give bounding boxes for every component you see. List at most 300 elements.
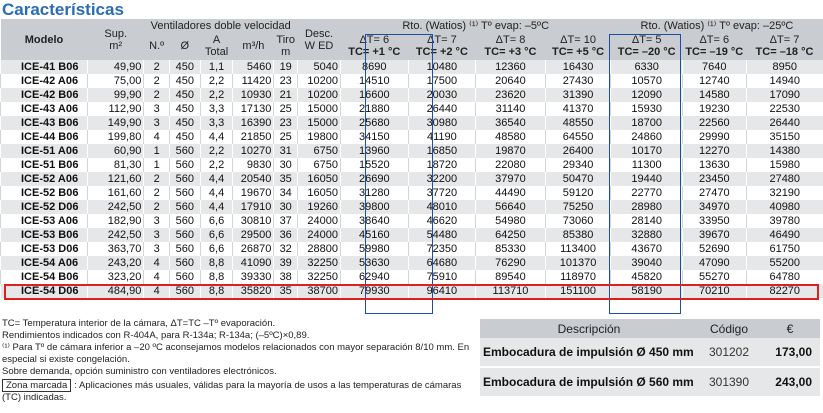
table-row <box>1 186 823 200</box>
model-cell: ICE-43 B06 <box>1 116 88 130</box>
table-cell: 12270 <box>683 144 746 158</box>
note-4: Sobre demanda, opción suministro con ventiladores electrónicos. <box>2 366 277 377</box>
header-col-5: ΔT= 6 TC= –19 °C <box>683 32 746 60</box>
table-cell: 31280 <box>341 186 409 200</box>
table-cell: 27470 <box>683 186 746 200</box>
model-cell: ICE-54 A06 <box>1 256 88 270</box>
table-cell: 60,90 <box>88 144 144 158</box>
table-cell: 8,8 <box>200 256 233 270</box>
table-cell: 199,80 <box>88 130 144 144</box>
table-cell: 37720 <box>408 186 476 200</box>
header-sup: Sup. m² <box>88 19 144 60</box>
table-cell: 182,90 <box>88 214 144 228</box>
header-ventiladores: Ventiladores doble velocidad <box>144 19 298 32</box>
header-flow: m³/h <box>233 32 274 60</box>
table-cell: 70210 <box>683 284 746 298</box>
table-cell: 6,6 <box>200 242 233 256</box>
table-cell: 24000 <box>298 214 341 228</box>
table-cell: 4,4 <box>200 186 233 200</box>
header-tiro: Tiro m <box>274 32 298 60</box>
table-cell: 38640 <box>341 214 409 228</box>
table-cell: 15000 <box>298 116 341 130</box>
table-row <box>1 158 823 172</box>
acc-price: 243,00 <box>760 367 820 397</box>
table-cell: 21850 <box>233 130 274 144</box>
table-cell: 32250 <box>298 256 341 270</box>
table-cell: 25680 <box>341 116 409 130</box>
table-cell: 16390 <box>233 116 274 130</box>
table-cell: 450 <box>169 88 200 102</box>
table-row <box>1 102 823 116</box>
table-cell: 16050 <box>298 172 341 186</box>
table-cell: 89540 <box>476 270 546 284</box>
header-diam: Ø <box>169 32 200 60</box>
model-cell: ICE-44 B06 <box>1 130 88 144</box>
table-cell: 81,30 <box>88 158 144 172</box>
table-cell: 75250 <box>545 200 611 214</box>
table-cell: 450 <box>169 74 200 88</box>
table-cell: 79930 <box>341 284 409 298</box>
table-cell: 450 <box>169 102 200 116</box>
table-cell: 10930 <box>233 88 274 102</box>
table-cell: 41090 <box>233 256 274 270</box>
model-cell: ICE-53 B06 <box>1 228 88 242</box>
table-cell: 6750 <box>298 144 341 158</box>
acc-row <box>480 338 820 367</box>
table-cell: 32 <box>274 242 298 256</box>
table-cell: 3 <box>144 116 170 130</box>
model-cell: ICE-51 A06 <box>1 144 88 158</box>
table-cell: 75910 <box>408 270 476 284</box>
table-cell: 25 <box>274 130 298 144</box>
acc-header-price: € <box>760 319 820 338</box>
table-cell: 34 <box>274 186 298 200</box>
table-cell: 560 <box>169 256 200 270</box>
table-cell: 8,8 <box>200 284 233 298</box>
acc-desc: Embocadura de impulsión Ø 560 mm <box>480 367 698 397</box>
table-cell: 560 <box>169 200 200 214</box>
table-cell: 10200 <box>298 74 341 88</box>
table-cell: 29990 <box>683 130 746 144</box>
table-cell: 12740 <box>683 74 746 88</box>
table-cell: 39 <box>274 256 298 270</box>
model-cell: ICE-53 D06 <box>1 242 88 256</box>
header-col-1: ΔT= 7 TC= +2 °C <box>408 32 476 60</box>
table-cell: 31 <box>274 144 298 158</box>
table-cell: 55200 <box>746 256 823 270</box>
table-cell: 4 <box>144 130 170 144</box>
table-cell: 1,1 <box>200 60 233 74</box>
table-cell: 1 <box>144 144 170 158</box>
table-cell: 8950 <box>746 60 823 74</box>
table-cell: 99,90 <box>88 88 144 102</box>
table-cell: 14510 <box>341 74 409 88</box>
table-cell: 64780 <box>746 270 823 284</box>
table-cell: 36 <box>274 228 298 242</box>
table-cell: 15980 <box>746 158 823 172</box>
table-cell: 3 <box>144 102 170 116</box>
acc-price: 173,00 <box>760 338 820 367</box>
table-cell: 23620 <box>476 88 546 102</box>
table-cell: 4,4 <box>200 200 233 214</box>
table-cell: 560 <box>169 144 200 158</box>
table-cell: 19260 <box>298 200 341 214</box>
table-cell: 19870 <box>476 144 546 158</box>
table-cell: 12360 <box>476 60 546 74</box>
specs-table <box>0 19 823 298</box>
table-cell: 15520 <box>341 158 409 172</box>
table-cell: 21880 <box>341 102 409 116</box>
table-cell: 39800 <box>341 200 409 214</box>
table-cell: 2 <box>144 74 170 88</box>
table-cell: 560 <box>169 242 200 256</box>
table-cell: 45820 <box>611 270 683 284</box>
table-cell: 62940 <box>341 270 409 284</box>
table-row <box>1 130 823 144</box>
table-cell: 31390 <box>545 88 611 102</box>
table-cell: 44490 <box>476 186 546 200</box>
table-cell: 6330 <box>611 60 683 74</box>
header-rto-25: Rto. (Watios) ⁽¹⁾ Tº evap: –25ºC <box>611 19 823 32</box>
table-cell: 32880 <box>611 228 683 242</box>
table-cell: 2 <box>144 172 170 186</box>
table-cell: 49,90 <box>88 60 144 74</box>
table-cell: 161,60 <box>88 186 144 200</box>
table-cell: 6,6 <box>200 214 233 228</box>
table-row <box>1 172 823 186</box>
table-cell: 37 <box>274 214 298 228</box>
table-cell: 13630 <box>683 158 746 172</box>
table-cell: 10170 <box>611 144 683 158</box>
table-cell: 2 <box>144 88 170 102</box>
table-cell: 3 <box>144 214 170 228</box>
table-cell: 6,6 <box>200 228 233 242</box>
table-cell: 149,90 <box>88 116 144 130</box>
table-cell: 30 <box>274 200 298 214</box>
table-cell: 28980 <box>611 200 683 214</box>
acc-code: 301202 <box>698 338 760 367</box>
table-cell: 58190 <box>611 284 683 298</box>
table-cell: 39670 <box>683 228 746 242</box>
table-cell: 19440 <box>611 172 683 186</box>
table-row <box>1 88 823 102</box>
table-cell: 560 <box>169 270 200 284</box>
table-cell: 113400 <box>545 242 611 256</box>
table-cell: 26440 <box>746 116 823 130</box>
table-cell: 16600 <box>341 88 409 102</box>
table-cell: 40980 <box>746 200 823 214</box>
table-cell: 35 <box>274 172 298 186</box>
table-cell: 7640 <box>683 60 746 74</box>
table-cell: 1 <box>144 158 170 172</box>
table-cell: 29500 <box>233 228 274 242</box>
table-cell: 450 <box>169 130 200 144</box>
table-cell: 82270 <box>746 284 823 298</box>
table-cell: 45160 <box>341 228 409 242</box>
table-cell: 26440 <box>408 102 476 116</box>
table-row <box>1 74 823 88</box>
header-a: A Total <box>200 32 233 60</box>
table-cell: 242,50 <box>88 200 144 214</box>
model-cell: ICE-42 A06 <box>1 74 88 88</box>
table-cell: 38700 <box>298 284 341 298</box>
table-cell: 52690 <box>683 242 746 256</box>
table-cell: 59980 <box>341 242 409 256</box>
table-cell: 113710 <box>476 284 546 298</box>
table-cell: 484,90 <box>88 284 144 298</box>
table-row <box>1 228 823 242</box>
table-cell: 560 <box>169 284 200 298</box>
table-cell: 30810 <box>233 214 274 228</box>
table-cell: 22080 <box>476 158 546 172</box>
table-cell: 151100 <box>545 284 611 298</box>
table-cell: 37970 <box>476 172 546 186</box>
table-cell: 6750 <box>298 158 341 172</box>
header-modelo: Modelo <box>1 19 88 60</box>
table-cell: 11300 <box>611 158 683 172</box>
table-cell: 41190 <box>408 130 476 144</box>
model-cell: ICE-54 D06 <box>1 284 88 298</box>
table-cell: 48550 <box>545 116 611 130</box>
table-cell: 15930 <box>611 102 683 116</box>
table-row <box>1 270 823 284</box>
table-cell: 54980 <box>476 214 546 228</box>
table-row <box>1 60 823 74</box>
table-cell: 22770 <box>611 186 683 200</box>
table-cell: 39330 <box>233 270 274 284</box>
header-col-2: ΔT= 8 TC= +3 °C <box>476 32 546 60</box>
page-title: Características <box>2 0 124 19</box>
header-col-4: ΔT= 5 TC= –20 °C <box>611 32 683 60</box>
table-cell: 2 <box>144 200 170 214</box>
table-cell: 450 <box>169 60 200 74</box>
table-cell: 19800 <box>298 130 341 144</box>
acc-row <box>480 367 820 397</box>
table-cell: 50470 <box>545 172 611 186</box>
table-row <box>1 256 823 270</box>
table-cell: 4 <box>144 284 170 298</box>
model-cell: ICE-52 D06 <box>1 200 88 214</box>
table-cell: 28140 <box>611 214 683 228</box>
table-cell: 85380 <box>545 228 611 242</box>
table-cell: 16430 <box>545 60 611 74</box>
table-cell: 32190 <box>746 186 823 200</box>
model-cell: ICE-53 A06 <box>1 214 88 228</box>
table-cell: 26400 <box>545 144 611 158</box>
table-cell: 30 <box>274 158 298 172</box>
table-cell: 19230 <box>683 102 746 116</box>
header-rto-5: Rto. (Watios) ⁽¹⁾ Tº evap: –5ºC <box>341 19 611 32</box>
table-cell: 16050 <box>298 186 341 200</box>
table-cell: 17500 <box>408 74 476 88</box>
table-cell: 64680 <box>408 256 476 270</box>
table-cell: 17910 <box>233 200 274 214</box>
table-cell: 32200 <box>408 172 476 186</box>
table-cell: 54480 <box>408 228 476 242</box>
table-cell: 48010 <box>408 200 476 214</box>
table-cell: 34150 <box>341 130 409 144</box>
table-cell: 23 <box>274 74 298 88</box>
table-cell: 35150 <box>746 130 823 144</box>
table-cell: 450 <box>169 116 200 130</box>
header-desc: Desc. W ED <box>298 19 341 60</box>
table-cell: 29340 <box>545 158 611 172</box>
table-cell: 43670 <box>611 242 683 256</box>
table-cell: 3 <box>144 228 170 242</box>
table-cell: 4 <box>144 256 170 270</box>
header-n: N.º <box>144 32 170 60</box>
model-cell: ICE-52 A06 <box>1 172 88 186</box>
table-cell: 72350 <box>408 242 476 256</box>
table-cell: 3,3 <box>200 102 233 116</box>
table-cell: 8690 <box>341 60 409 74</box>
table-cell: 59120 <box>545 186 611 200</box>
table-cell: 47090 <box>683 256 746 270</box>
table-cell: 2,2 <box>200 88 233 102</box>
table-cell: 10480 <box>408 60 476 74</box>
table-cell: 64250 <box>476 228 546 242</box>
table-cell: 18700 <box>611 116 683 130</box>
model-cell: ICE-51 B06 <box>1 158 88 172</box>
table-cell: 48580 <box>476 130 546 144</box>
table-cell: 12090 <box>611 88 683 102</box>
header-col-3: ΔT= 10 TC= +5 °C <box>545 32 611 60</box>
table-cell: 34970 <box>683 200 746 214</box>
table-cell: 18720 <box>408 158 476 172</box>
table-cell: 363,70 <box>88 242 144 256</box>
note-3: ⁽¹⁾ Para Tº de cámara inferior a –20 ºC aconsejamos modelos relacionados con mayor separación 8/10 mm. En especial si existe congelación. <box>2 342 470 365</box>
table-cell: 75,00 <box>88 74 144 88</box>
table-cell: 121,60 <box>88 172 144 186</box>
acc-desc: Embocadura de impulsión Ø 450 mm <box>480 338 698 367</box>
table-cell: 53630 <box>341 256 409 270</box>
table-cell: 24860 <box>611 130 683 144</box>
table-cell: 85330 <box>476 242 546 256</box>
table-cell: 2,2 <box>200 74 233 88</box>
table-cell: 17090 <box>746 88 823 102</box>
header-col-6: ΔT= 7 TC= –18 °C <box>746 32 823 60</box>
table-row <box>1 214 823 228</box>
table-cell: 5040 <box>298 60 341 74</box>
table-cell: 35 <box>274 284 298 298</box>
table-cell: 21 <box>274 88 298 102</box>
table-row <box>1 284 823 298</box>
table-cell: 27480 <box>746 172 823 186</box>
table-cell: 35820 <box>233 284 274 298</box>
table-cell: 25 <box>274 102 298 116</box>
model-cell: ICE-42 B06 <box>1 88 88 102</box>
table-row <box>1 242 823 256</box>
table-cell: 14580 <box>683 88 746 102</box>
table-cell: 31140 <box>476 102 546 116</box>
table-row <box>1 116 823 130</box>
table-cell: 26690 <box>341 172 409 186</box>
note-zona: Zona marcada : Aplicaciones más usuales, válidas para la mayoría de usos a las temperaturas de cámaras (TC) indicadas. <box>2 380 462 403</box>
table-cell: 39040 <box>611 256 683 270</box>
table-cell: 23 <box>274 116 298 130</box>
table-cell: 17130 <box>233 102 274 116</box>
model-cell: ICE-43 A06 <box>1 102 88 116</box>
table-cell: 5460 <box>233 60 274 74</box>
table-cell: 4,4 <box>200 130 233 144</box>
table-cell: 2,2 <box>200 144 233 158</box>
acc-header-desc: Descripción <box>480 319 698 338</box>
table-cell: 19670 <box>233 186 274 200</box>
notes <box>2 318 482 404</box>
table-cell: 56640 <box>476 200 546 214</box>
table-cell: 76290 <box>476 256 546 270</box>
table-cell: 323,20 <box>88 270 144 284</box>
table-cell: 20030 <box>408 88 476 102</box>
table-cell: 4,4 <box>200 172 233 186</box>
table-cell: 73060 <box>545 214 611 228</box>
acc-header-code: Código <box>698 319 760 338</box>
table-cell: 10200 <box>298 88 341 102</box>
model-cell: ICE-41 B06 <box>1 60 88 74</box>
table-cell: 38 <box>274 270 298 284</box>
table-cell: 9830 <box>233 158 274 172</box>
table-cell: 13960 <box>341 144 409 158</box>
note-1: TC= Temperatura interior de la cámara, ΔT=TC –Tº evaporación. <box>2 318 276 329</box>
table-cell: 16850 <box>408 144 476 158</box>
zona-marcada-label: Zona marcada <box>2 379 71 392</box>
table-cell: 118970 <box>545 270 611 284</box>
table-cell: 11420 <box>233 74 274 88</box>
header-col-0: ΔT= 6 TC= +1 °C <box>341 32 409 60</box>
table-cell: 26870 <box>233 242 274 256</box>
table-cell: 19 <box>274 60 298 74</box>
table-cell: 4 <box>144 270 170 284</box>
accessories-table <box>480 319 820 398</box>
table-cell: 41370 <box>545 102 611 116</box>
table-cell: 32250 <box>298 270 341 284</box>
table-cell: 20640 <box>476 74 546 88</box>
table-cell: 15000 <box>298 102 341 116</box>
table-cell: 64550 <box>545 130 611 144</box>
acc-code: 301390 <box>698 367 760 397</box>
model-cell: ICE-52 B06 <box>1 186 88 200</box>
table-cell: 33950 <box>683 214 746 228</box>
table-cell: 3,3 <box>200 116 233 130</box>
table-cell: 27430 <box>545 74 611 88</box>
table-cell: 3 <box>144 242 170 256</box>
table-cell: 112,90 <box>88 102 144 116</box>
table-cell: 101370 <box>545 256 611 270</box>
table-cell: 14940 <box>746 74 823 88</box>
table-cell: 2,2 <box>200 158 233 172</box>
table-cell: 28800 <box>298 242 341 256</box>
table-cell: 61750 <box>746 242 823 256</box>
table-cell: 46620 <box>408 214 476 228</box>
table-row <box>1 200 823 214</box>
table-cell: 243,20 <box>88 256 144 270</box>
table-cell: 560 <box>169 158 200 172</box>
table-cell: 30980 <box>408 116 476 130</box>
table-cell: 2 <box>144 60 170 74</box>
table-cell: 39780 <box>746 214 823 228</box>
table-cell: 36540 <box>476 116 546 130</box>
note-2: Rendimientos indicados con R-404A, para R-134a; R-134a; (–5ºC)×0,89. <box>2 330 310 341</box>
table-cell: 560 <box>169 172 200 186</box>
table-cell: 560 <box>169 214 200 228</box>
table-cell: 8,8 <box>200 270 233 284</box>
table-cell: 2 <box>144 186 170 200</box>
table-cell: 55270 <box>683 270 746 284</box>
table-cell: 23450 <box>683 172 746 186</box>
table-cell: 22530 <box>746 102 823 116</box>
table-cell: 22560 <box>683 116 746 130</box>
table-cell: 242,50 <box>88 228 144 242</box>
